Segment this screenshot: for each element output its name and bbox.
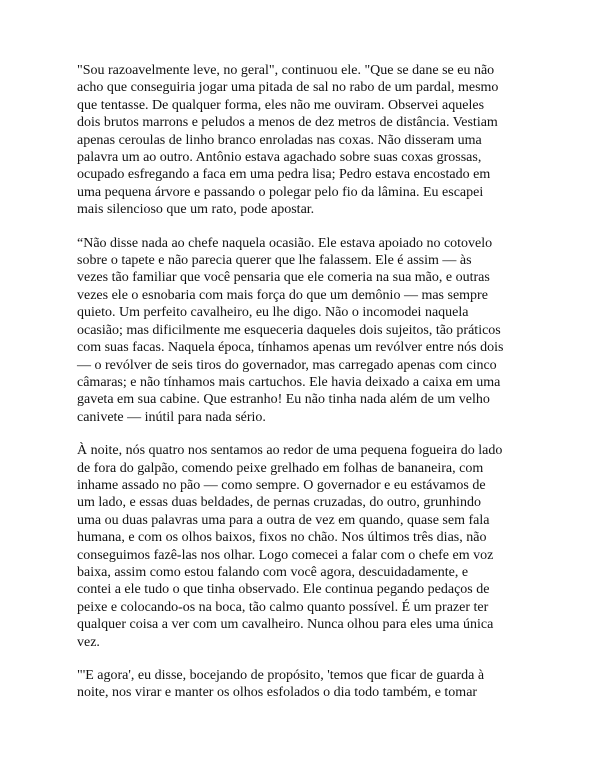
text-line: ocasião; mas dificilmente me esqueceria daqueles dois sujeitos, tão práticos	[77, 322, 501, 338]
text-line: com suas facas. Naquela época, tínhamos apenas um revólver entre nós dois	[77, 340, 504, 356]
text-line: "Sou razoavelmente leve, no geral", continuou ele. "Que se dane se eu não	[77, 63, 495, 78]
text-line: contei a ele tudo o que tinha observado. Ele continua pegando pedaços de	[77, 582, 490, 598]
text-line: acho que conseguiria jogar uma pitada de sal no rabo de um pardal, mesmo	[77, 80, 499, 96]
text-line: peixe e colocando-os na boca, tão calmo quanto possível. É um prazer ter	[77, 599, 489, 615]
text-line: qualquer coisa a ver com um cavalheiro. Nunca olhou para eles uma única	[77, 617, 494, 633]
text-line: baixa, assim como estou falando com você agora, descuidadamente, e	[77, 564, 469, 580]
text-line: vez.	[77, 634, 100, 650]
text-line: um lado, e essas duas beldades, de pernas cruzadas, do outro, grunhindo	[77, 495, 481, 511]
text-line: vezes tão familiar que você pensaria que ele comeria na sua mão, e outras	[77, 270, 490, 286]
paragraph	[77, 667, 523, 702]
paragraph	[77, 442, 523, 651]
text-line: uma ou duas palavras uma para a outra de vez em quando, quase sem fala	[77, 512, 490, 528]
text-line: conseguimos fazê-las nos olhar. Logo comecei a falar com o chefe em voz	[77, 547, 494, 563]
text-line: dois brutos marrons e peludos a menos de dez metros de distância. Vestiam	[77, 115, 498, 131]
document-body	[77, 62, 523, 718]
text-line: que tentasse. De qualquer forma, eles não me ouviram. Observei aqueles	[77, 97, 485, 113]
text-line: apenas ceroulas de linho branco enroladas nas coxas. Não disseram uma	[77, 132, 482, 148]
text-line: palavra um ao outro. Antônio estava agachado sobre suas coxas grossas,	[77, 150, 482, 166]
text-line: uma pequena árvore e passando o polegar pelo fio da lâmina. Eu escapei	[77, 184, 484, 200]
paragraph	[77, 62, 523, 219]
text-line: vezes ele o esnobaria com mais força do que um demônio — mas sempre	[77, 287, 488, 303]
text-line: canivete — inútil para nada sério.	[77, 409, 266, 425]
text-line: “Não disse nada ao chefe naquela ocasião. Ele estava apoiado no cotovelo	[77, 235, 493, 251]
text-line: câmaras; e não tínhamos mais cartuchos. Ele havia deixado a caixa em uma	[77, 374, 501, 390]
text-line: "'E agora', eu disse, bocejando de propósito, 'temos que ficar de guarda à	[77, 668, 485, 683]
text-line: inhame assado no pão — como sempre. O governador e eu estávamos de	[77, 477, 486, 493]
text-line: — o revólver de seis tiros do governador, mas carregado apenas com cinco	[77, 357, 497, 373]
text-line: de fora do galpão, comendo peixe grelhado em folhas de bananeira, com	[77, 460, 484, 476]
text-line: mais silencioso que um rato, pode apostar.	[77, 202, 315, 218]
text-line: gaveta em sua cabine. Que estranho! Eu não tinha nada além de um velho	[77, 392, 490, 408]
text-line: quieto. Um perfeito cavalheiro, eu lhe digo. Não o incomodei naquela	[77, 305, 469, 321]
text-line: ocupado esfregando a faca em uma pedra lisa; Pedro estava encostado em	[77, 167, 491, 183]
text-line: noite, nos virar e manter os olhos esfolados o dia todo também, e tomar	[77, 685, 478, 701]
text-line: humana, e com os olhos baixos, fixos no chão. Nos últimos três dias, não	[77, 530, 487, 546]
text-line: À noite, nós quatro nos sentamos ao redor de uma pequena fogueira do lado	[77, 443, 503, 459]
text-line: sobre o tapete e não parecia querer que lhe falassem. Ele é assim — às	[77, 253, 472, 269]
paragraph	[77, 235, 523, 426]
